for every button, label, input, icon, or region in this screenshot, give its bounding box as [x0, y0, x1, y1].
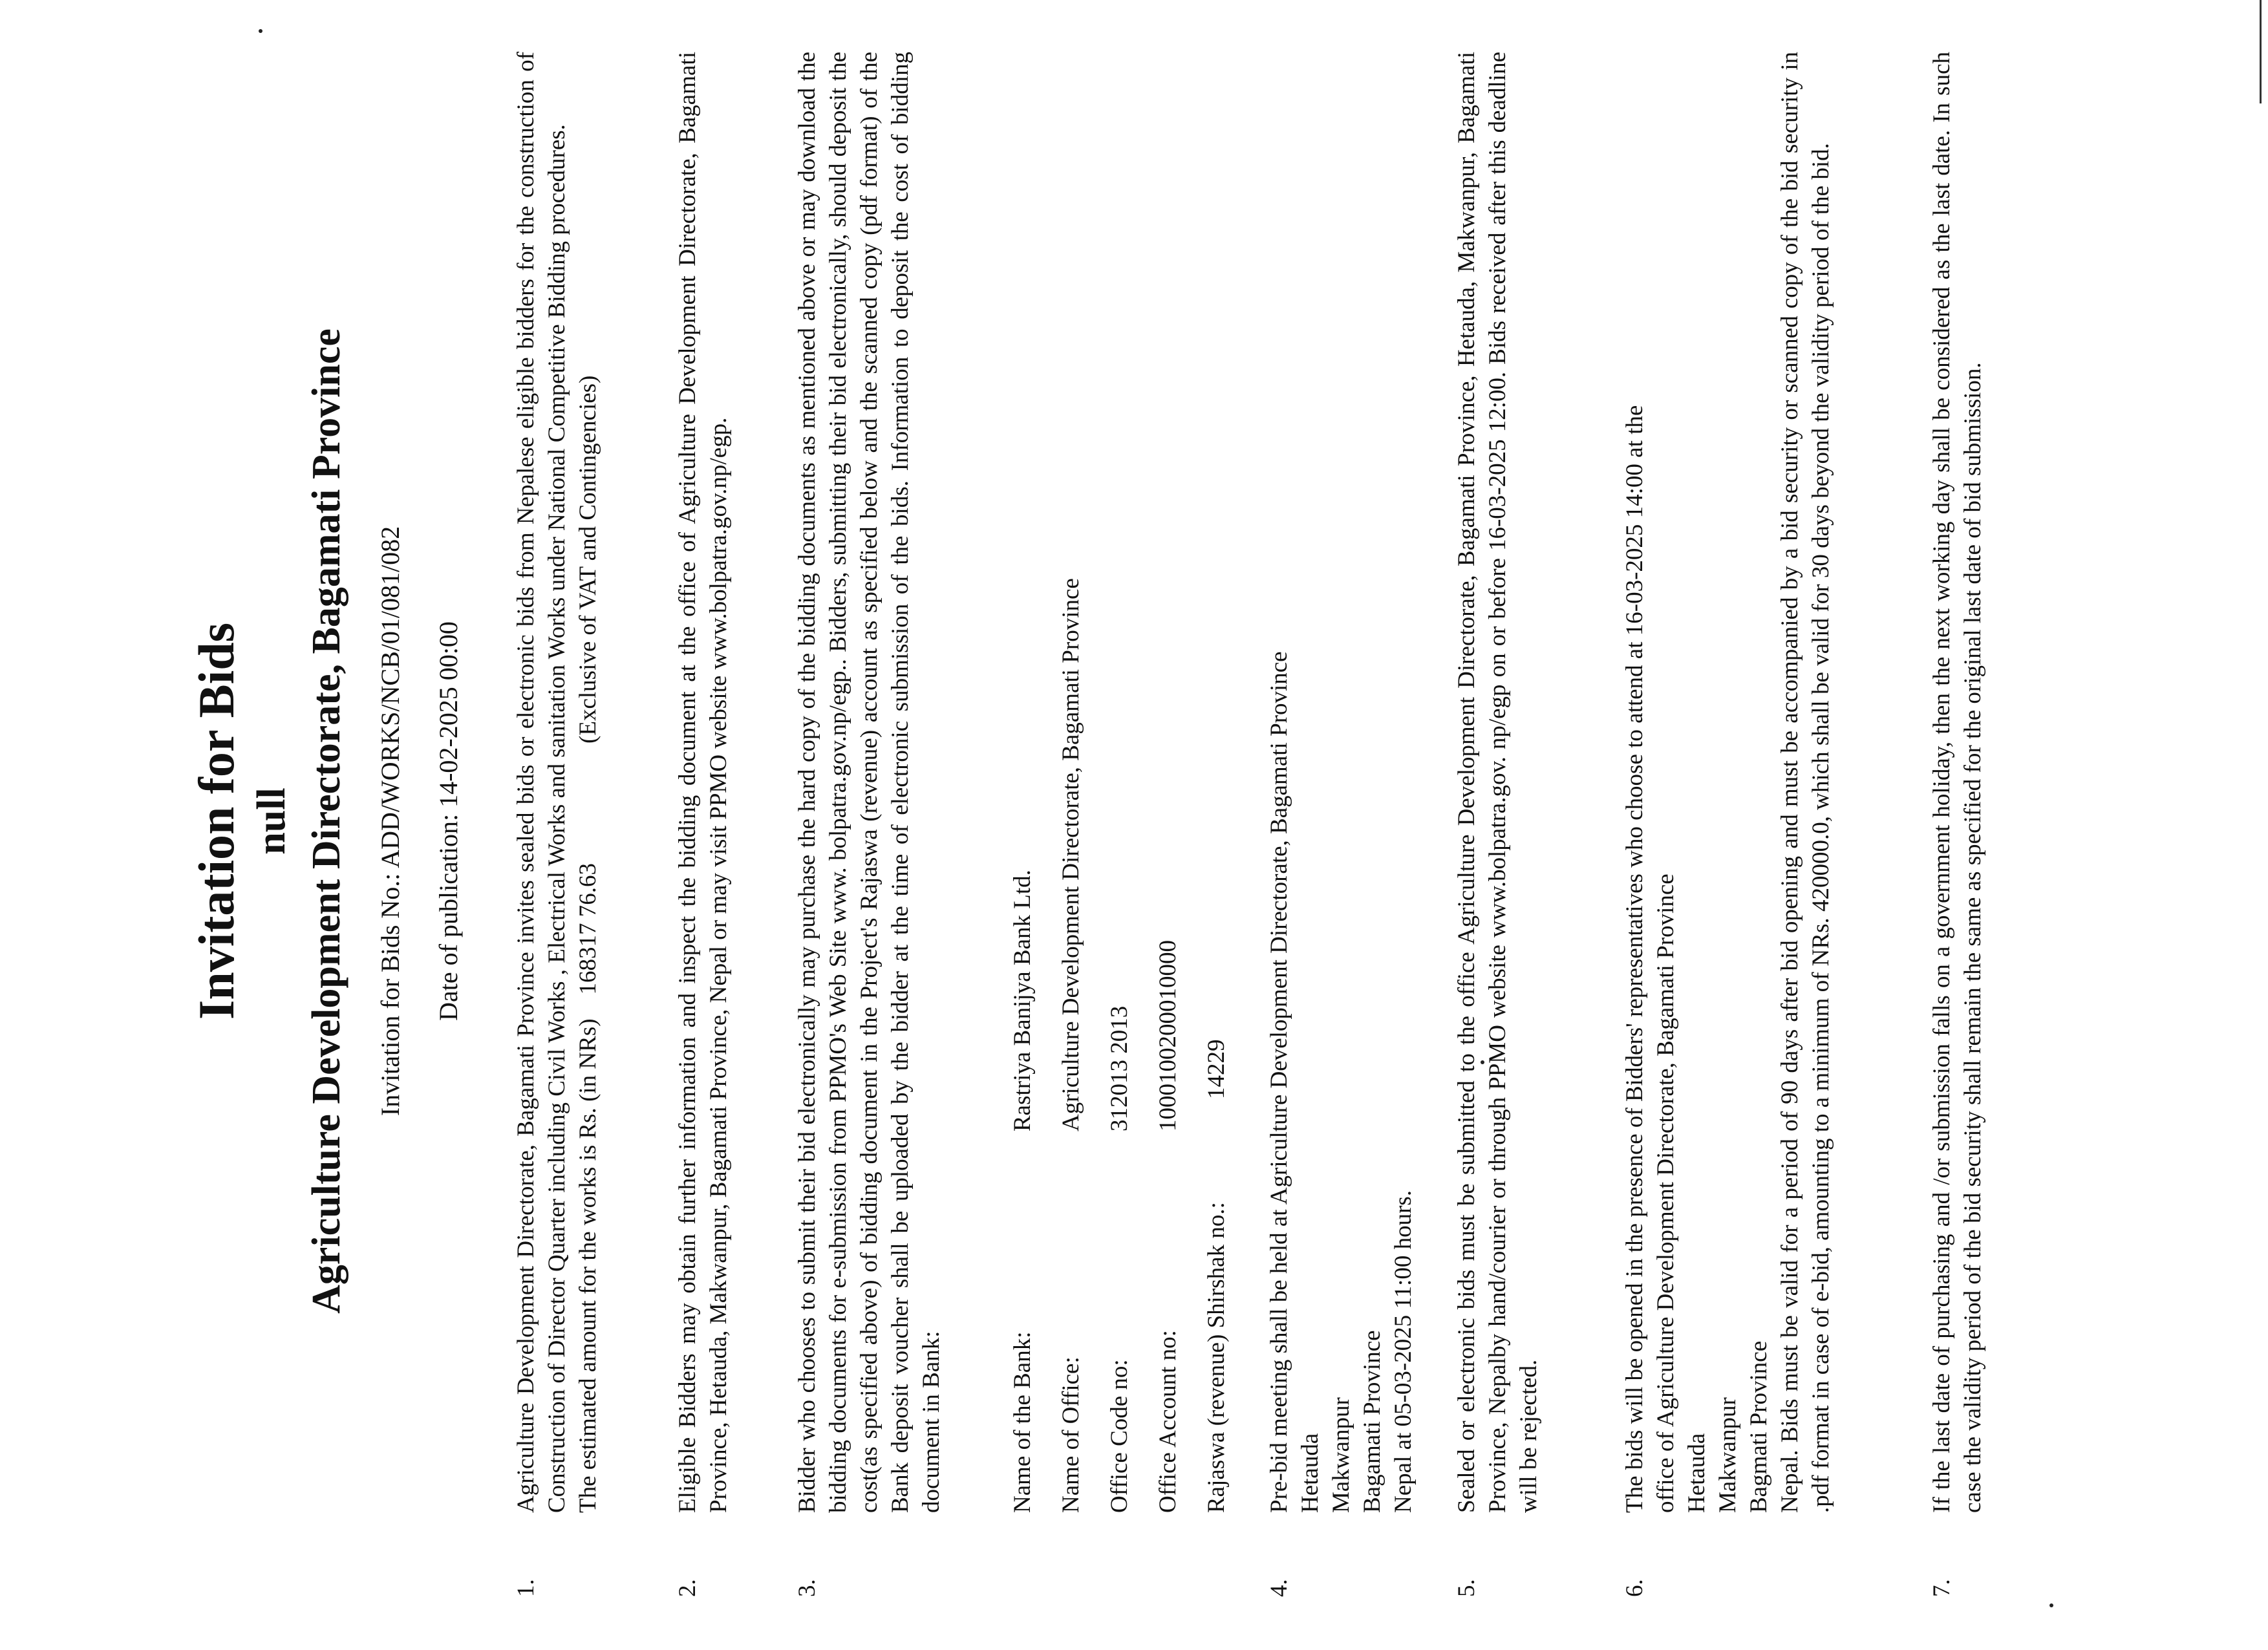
clause-number: 3. — [794, 1579, 820, 1597]
office-account-label: Office Account no: — [1155, 1330, 1181, 1513]
revenue-shirshak-label: Rajaswa (revenue) Shirshak no.: — [1203, 1202, 1230, 1513]
estimated-amount: The estimated amount for the works is Rs. (in NRs) 168317 76.63 (Exclusive of VAT and Contingencies) — [575, 375, 601, 1513]
clause-line: The bids will be opened in the presence of Bidders' representatives who choose to attend at 16-03-2025 14:00 at the — [1621, 405, 1648, 1513]
scan-speck — [259, 29, 262, 33]
office-code-label: Office Code no: — [1106, 1359, 1133, 1513]
clause-text: If the last date of purchasing and /or submission falls on a government holiday, then the next working day shall be considered as the last date. In such case the validity period of the bid security shall remain the same as specified for the original last date of bid submission. — [1929, 52, 1986, 1513]
clause-number: 2. — [674, 1579, 701, 1597]
office-account-value: 1000100200010000 — [1155, 940, 1181, 1131]
office-code-value: 312013 2013 — [1106, 1005, 1133, 1131]
organization-name: Agriculture Development Directorate, Bagamati Province — [305, 328, 348, 1314]
clause-number: 1. — [513, 1579, 539, 1597]
clause-line: Makwanpur — [1715, 1397, 1741, 1513]
clause-number: 6. — [1621, 1579, 1648, 1597]
clause-line: office of Agriculture Development Directorate, Bagamati Province — [1653, 873, 1679, 1513]
office-name-value: Agriculture Development Directorate, Bagamati Province — [1058, 578, 1084, 1131]
bank-name-label: Name of the Bank: — [1009, 1331, 1036, 1513]
publication-date: Date of publication: 14-02-2025 00:00 — [434, 621, 463, 1021]
office-name-label: Name of Office: — [1058, 1356, 1084, 1513]
clause-line: Nepal at 05-03-2025 11:00 hours. — [1390, 1190, 1417, 1513]
document-title: Invitation for Bids — [188, 622, 244, 1020]
clause-number: 4. — [1266, 1579, 1292, 1597]
clause-number: 7. — [1929, 1579, 1955, 1597]
clause-number: 5. — [1453, 1579, 1480, 1597]
document-subtitle: null — [250, 788, 294, 855]
clause-line: Pre-bid meeting shall be held at Agriculture Development Directorate, Bagamati Province — [1266, 651, 1292, 1513]
scan-speck — [2049, 1603, 2053, 1607]
clause-text: Sealed or electronic bids must be submitted to the office Agriculture Development Directorate, Bagamati Province, Hetauda, Makwanpur, Bagamati Province, Nepalby hand/courier or through PPMO website www.bolpatra.gov. np/egp on or before 16-03-2025 12:00. Bids received after this deadline will be rejected. — [1453, 52, 1542, 1513]
rotated-document — [187, 45, 2062, 1597]
bank-name-value: Rastriya Banijya Bank Ltd. — [1009, 870, 1036, 1131]
clause-line: Hetauda — [1684, 1433, 1710, 1513]
clause-text: Eligible Bidders may obtain further information and inspect the bidding document at the office of Agriculture Development Directorate, Bagamati Province, Hetauda, Makwanpur, Bagamati Province, Nepal or may visit PPMO website www.bolpatra.gov.np/egp. — [674, 52, 732, 1513]
revenue-shirshak-value: 14229 — [1203, 1039, 1230, 1099]
clause-text: Nepal. Bids must be valid for a period of 90 days after bid opening and must be accompanied by a bid security or scanned copy of the bid security in .pdf format in case of e-bid, amounting to a minimum of NRs. 420000.0, which shall be valid for 30 days beyond the validity period of the bid. — [1777, 52, 1834, 1513]
clause-line: Bagamati Province — [1359, 1330, 1385, 1513]
clause-line: Makwanpur — [1328, 1397, 1354, 1513]
clause-line: Hetauda — [1297, 1433, 1323, 1513]
clause-text: Agriculture Development Directorate, Bagamati Province invites sealed bids or electronic bids from Nepalese eligible bidders for the construction of Construction of Director Quarter including Civil Works , Electrical Works and sanitation Works under National Competitive Bidding procedures. — [513, 52, 570, 1513]
bid-number: Invitation for Bids No.: ADD/WORKS/NCB/01/081/082 — [376, 526, 405, 1117]
clause-text: Bidder who chooses to submit their bid electronically may purchase the hard copy of the bidding documents as mentioned above or may download the bidding documents for e-submission from PPMO's Web Site www. bolpatra.gov.np/egp.. Bidders, submitting their bid electronically, should deposit the cost(as specified above) of bidding document in the Project's Rajaswa (revenue) account as specified below and the scanned copy (pdf format) of the Bank deposit voucher shall be uploaded by the bidder at the time of electronic submission of the bids. Information to deposit the cost of bidding document in Bank: — [794, 52, 945, 1513]
clause-line: Bagmati Province — [1746, 1340, 1772, 1513]
scan-edge-mark — [2260, 0, 2262, 103]
